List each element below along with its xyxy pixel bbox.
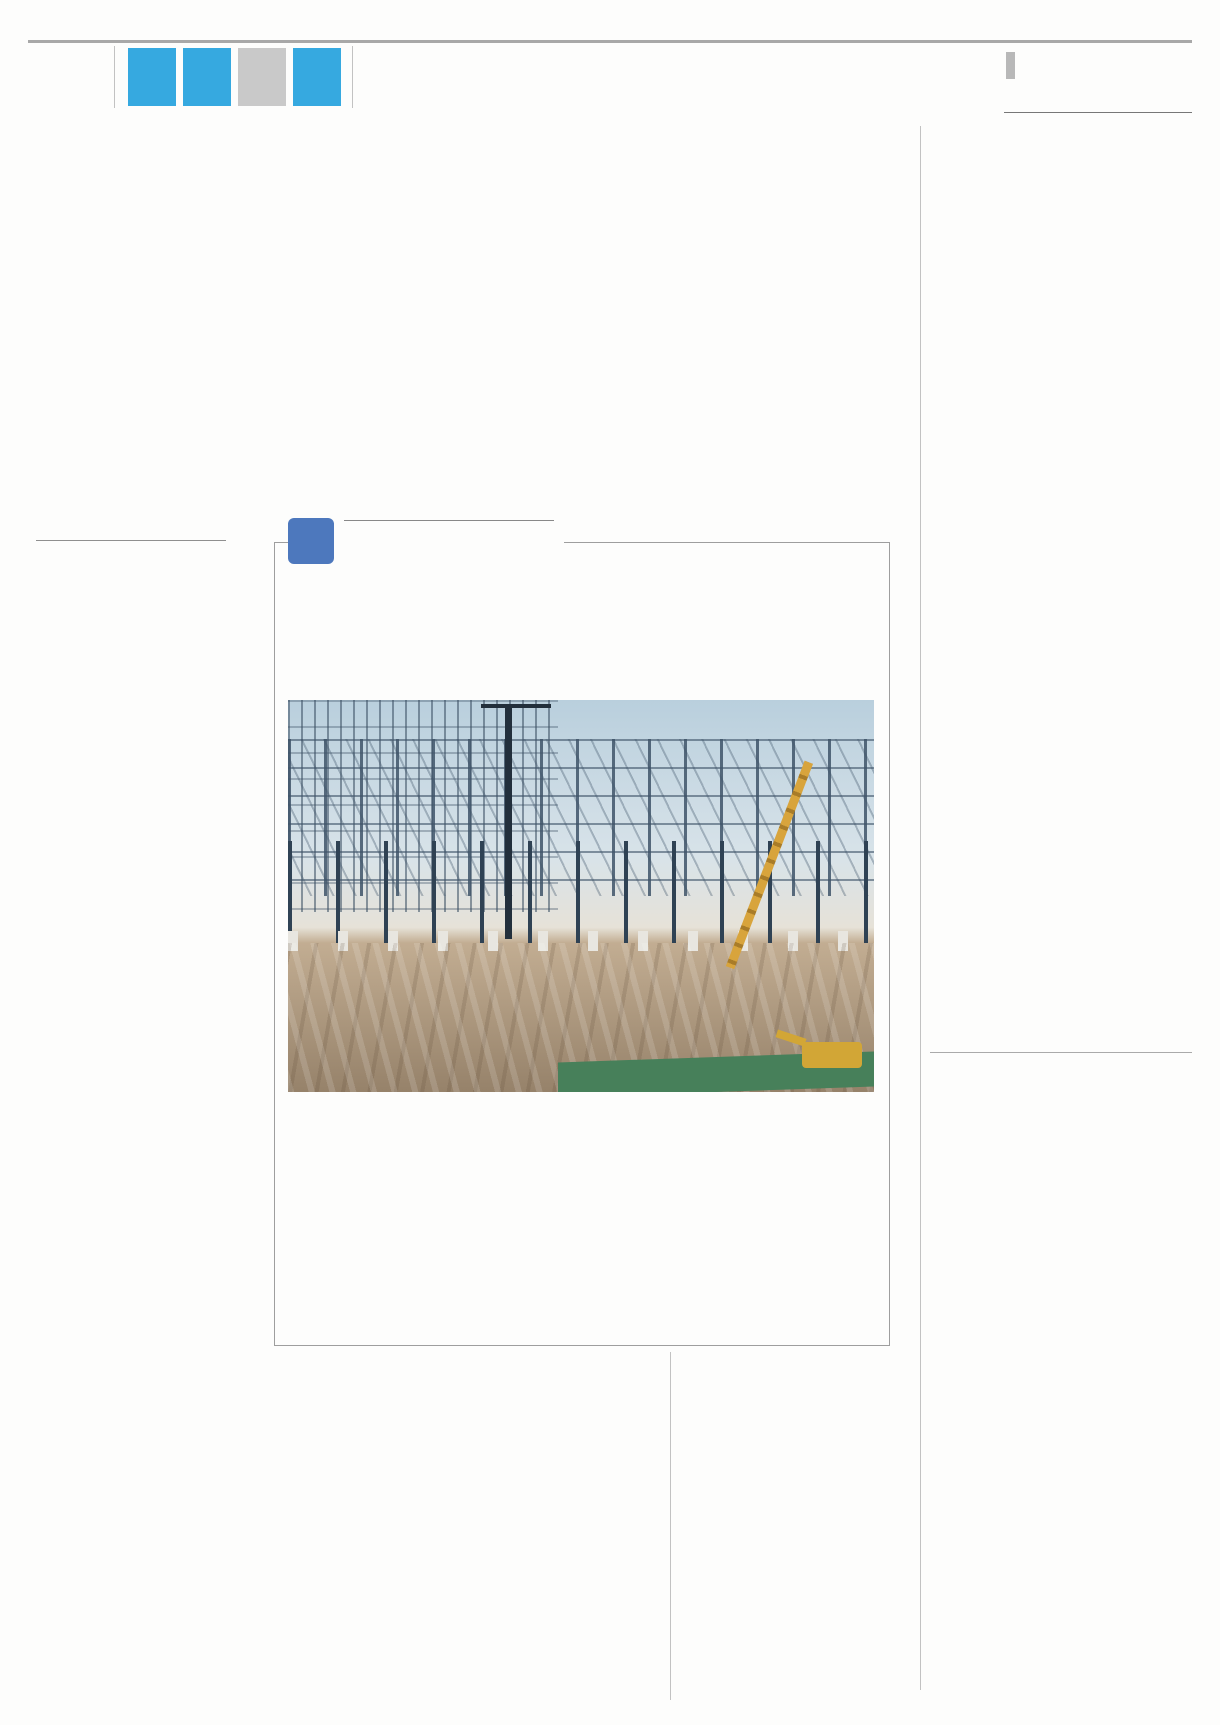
editor-line: [1006, 61, 1192, 70]
construction-site-photo: [288, 700, 874, 1092]
article-headline-vertical: [1098, 126, 1135, 726]
column-divider: [670, 1352, 671, 1700]
article-body: [250, 1372, 664, 1622]
column-divider: [920, 126, 921, 1690]
bullet-square-icon: [1006, 52, 1015, 61]
article-body: [30, 144, 912, 422]
article-qinshui: [930, 1052, 1192, 1584]
masthead-info: [1006, 52, 1192, 79]
logo-underline: [344, 520, 554, 521]
highlight-news-logo: [288, 518, 564, 566]
bullet-square-icon: [1006, 61, 1015, 70]
submission-line: [1006, 70, 1192, 79]
article-body: [930, 1069, 1192, 1584]
date-line: [1006, 52, 1192, 61]
masthead-rule: [1004, 112, 1192, 113]
section-rule: [36, 540, 226, 541]
section-char-3: [238, 48, 286, 106]
article-yuanqu: [930, 126, 1192, 1026]
header-top-rule: [28, 40, 1192, 43]
section-rule: [930, 1052, 1192, 1053]
header-divider-right: [352, 46, 353, 108]
highlight-news-title: [344, 518, 554, 564]
section-char-1: [128, 48, 176, 106]
bullet-square-icon: [1006, 70, 1015, 79]
photo-crane-jib: [481, 704, 551, 708]
article-body-upper: [930, 126, 1088, 726]
article-shuozhou: [250, 1358, 664, 1622]
section-char-2: [183, 48, 231, 106]
article-yunzhou: [30, 540, 245, 1533]
article-body-lower: [930, 734, 1192, 1026]
photo-excavator: [802, 1042, 862, 1068]
article-body: [30, 561, 245, 1533]
photo-crane-mast: [505, 704, 512, 939]
header-divider-left: [114, 46, 115, 108]
k-logo-icon: [288, 518, 334, 564]
section-char-4: [293, 48, 341, 106]
article-jincheng: [30, 126, 912, 422]
article-qinshui-continuation: [680, 1362, 908, 1688]
photo-steel-columns: [288, 841, 874, 943]
yuanqu-top-layout: [930, 126, 1192, 726]
article-body: [290, 1124, 874, 1338]
